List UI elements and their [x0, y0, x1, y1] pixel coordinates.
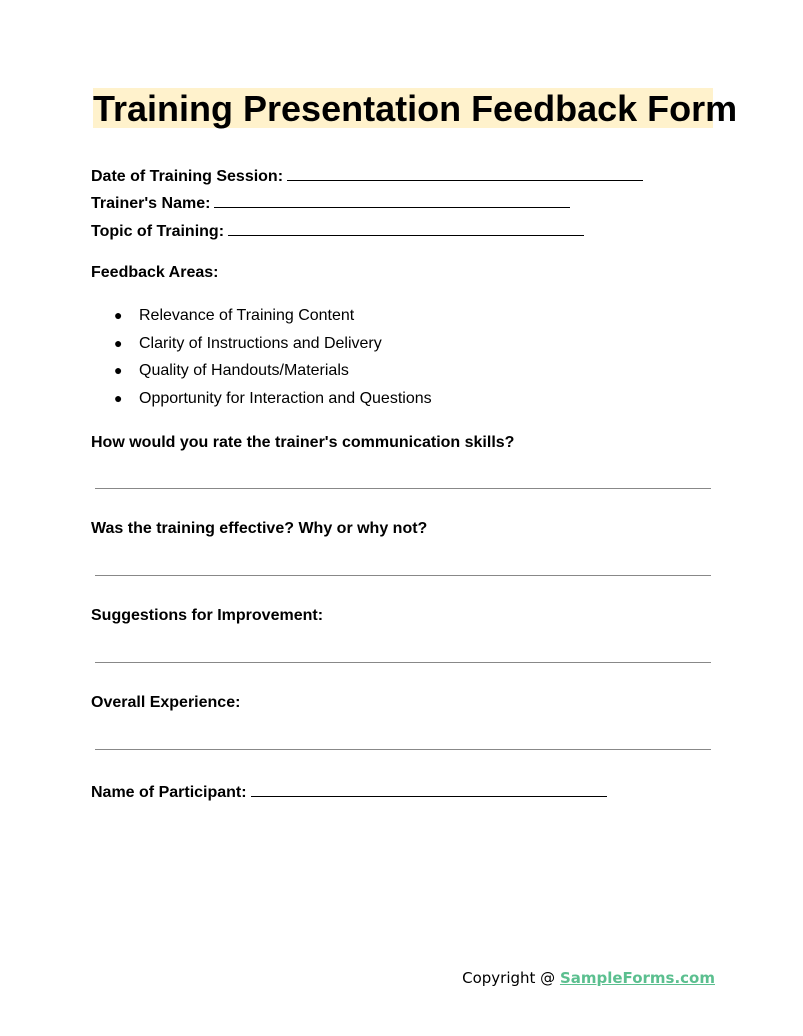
- question-effective: Was the training effective? Why or why not?: [91, 520, 428, 537]
- trainer-input-line[interactable]: [214, 191, 570, 208]
- date-label: Date of Training Session:: [91, 168, 284, 185]
- feedback-areas-list: [91, 302, 432, 412]
- bullet-icon: ●: [114, 307, 123, 323]
- list-item: [91, 330, 432, 358]
- bullet-icon: ●: [114, 334, 123, 351]
- trainer-field: [91, 191, 570, 214]
- question-suggestions: Suggestions for Improvement:: [91, 607, 324, 624]
- trainer-label: Trainer's Name:: [91, 195, 211, 212]
- bullet-icon: ●: [114, 362, 123, 378]
- bullet-icon: ●: [114, 389, 123, 406]
- list-item-text: Opportunity for Interaction and Questions: [139, 389, 432, 407]
- list-item: [91, 302, 432, 330]
- participant-field: [91, 780, 607, 803]
- question-communication: How would you rate the trainer's communication skills?: [91, 434, 515, 451]
- date-field: [91, 164, 643, 187]
- page-title: Training Presentation Feedback Form: [93, 88, 738, 129]
- sampleforms-link[interactable]: SampleForms.com: [559, 969, 715, 987]
- participant-label: Name of Participant:: [91, 784, 247, 801]
- list-item-text: Quality of Handouts/Materials: [139, 362, 349, 379]
- footer-copyright: [462, 969, 715, 987]
- answer-line-communication[interactable]: [95, 488, 711, 489]
- feedback-areas-heading: Feedback Areas:: [91, 264, 219, 281]
- question-overall: Overall Experience:: [91, 694, 241, 711]
- list-item-text: Clarity of Instructions and Delivery: [139, 334, 382, 352]
- list-item-text: Relevance of Training Content: [139, 307, 355, 324]
- topic-field: [91, 219, 584, 242]
- answer-line-overall[interactable]: [95, 749, 711, 750]
- list-item: [91, 357, 432, 385]
- answer-line-suggestions[interactable]: [95, 662, 711, 663]
- date-input-line[interactable]: [287, 164, 643, 181]
- answer-line-effective[interactable]: [95, 575, 711, 576]
- participant-input-line[interactable]: [251, 780, 607, 797]
- list-item: [91, 385, 432, 413]
- topic-input-line[interactable]: [228, 219, 584, 236]
- topic-label: Topic of Training:: [91, 223, 225, 240]
- copyright-text: Copyright @: [462, 969, 560, 987]
